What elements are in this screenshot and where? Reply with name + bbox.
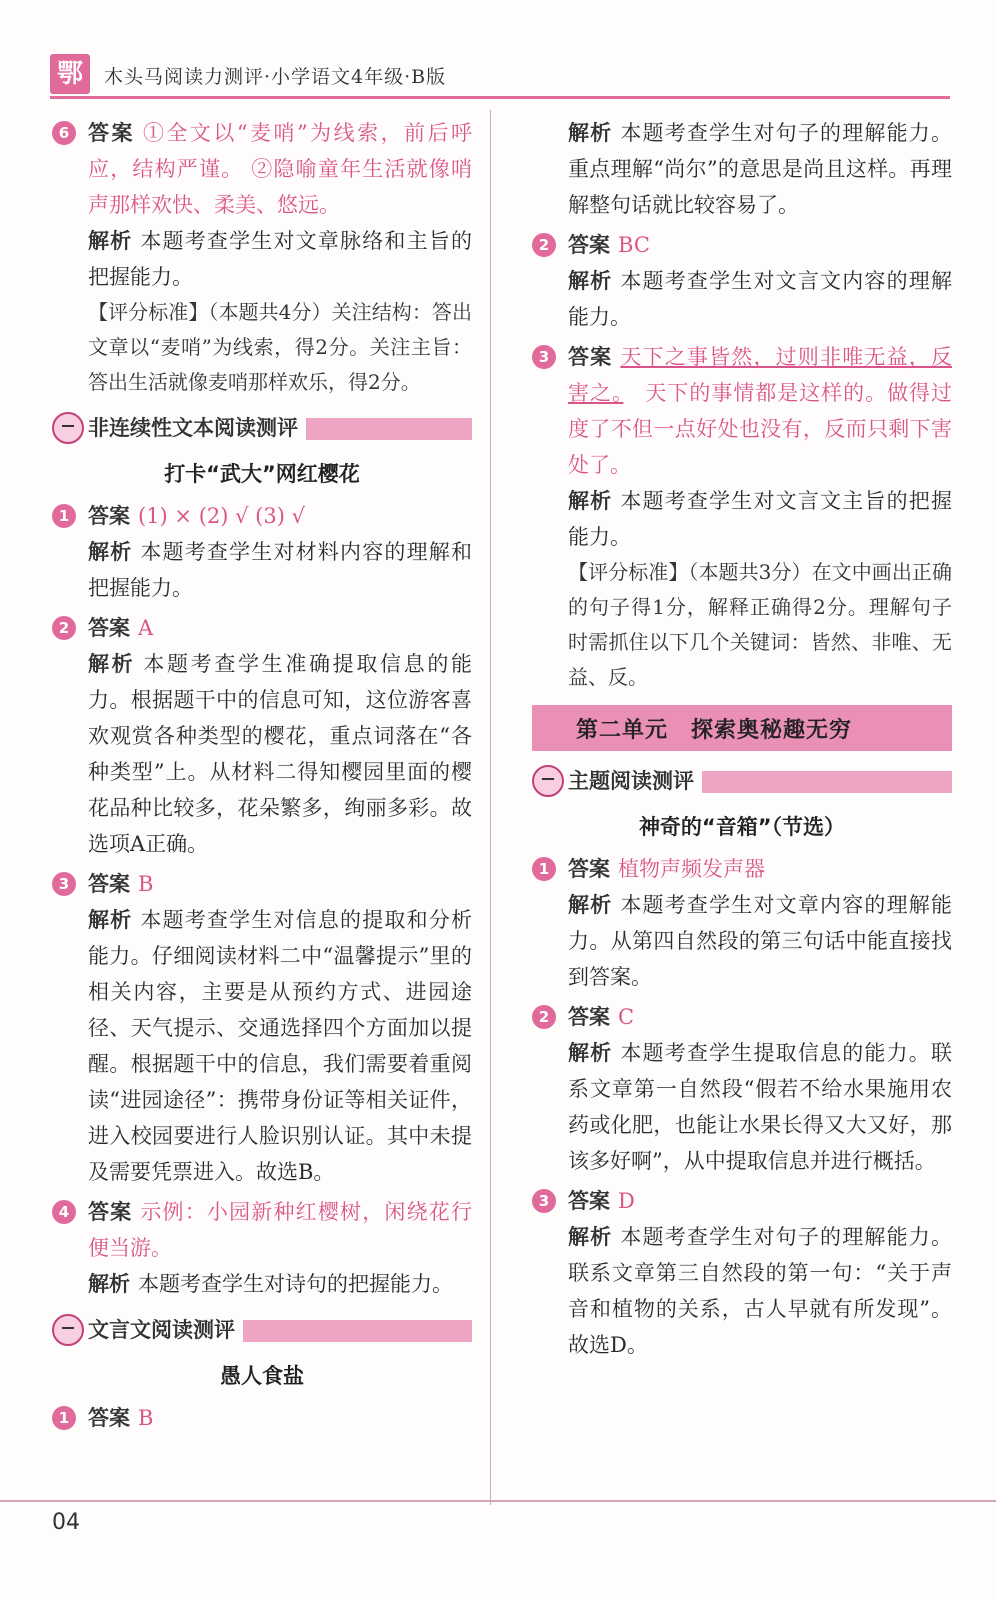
analysis-label: 解析 <box>88 1272 130 1296</box>
question-number: 1 <box>532 857 556 881</box>
question-6 <box>52 115 472 400</box>
analysis-label: 解析 <box>568 269 613 293</box>
question-number: 6 <box>52 121 76 145</box>
answer-text: D <box>618 1189 635 1213</box>
answer-text: BC <box>618 233 650 257</box>
answer-text: (1) × (2) √ (3) √ <box>138 504 305 528</box>
analysis-text: 本题考查学生对文言文主旨的把握能力。 <box>568 489 952 549</box>
analysis-label: 解析 <box>88 540 133 564</box>
question-3 <box>52 866 472 1190</box>
analysis-text: 本题考查学生对诗句的把握能力。 <box>138 1272 453 1296</box>
mascot-icon <box>52 1314 84 1346</box>
question-1 <box>52 498 472 606</box>
question-number: 3 <box>532 1189 556 1213</box>
question-number: 1 <box>52 1406 76 1430</box>
page-number: 04 <box>52 1510 80 1535</box>
question-1-classical-analysis <box>532 115 952 223</box>
analysis-label: 解析 <box>568 1041 613 1065</box>
answer-text: B <box>138 1406 154 1430</box>
question-1-classical <box>52 1400 472 1436</box>
answer-label: 答案 <box>568 233 610 257</box>
answer-text: B <box>138 872 154 896</box>
answer-text: A <box>138 616 154 640</box>
question-number: 2 <box>532 1005 556 1029</box>
question-4 <box>52 1194 472 1302</box>
right-column <box>532 115 952 1367</box>
analysis-text: 本题考查学生对信息的提取和分析能力。仔细阅读材料二中“温馨提示”里的相关内容，主要是从预约方式、进园途径、天气提示、交通选择四个方面加以提醒。根据题干中的信息，我们需要着重阅读“进园途径”：携带身份证等相关证件，进入校园要进行人脸识别认证。其中未提及需要凭票进入。故选B。 <box>88 908 472 1184</box>
answer-label: 答案 <box>88 1200 133 1224</box>
question-number: 3 <box>52 872 76 896</box>
scoring-criteria: 【评分标准】（本题共3分）在文中画出正确的句子得1分，解释正确得2分。理解句子时需抓住以下几个关键词：皆然、非唯、无益、反。 <box>568 560 952 689</box>
answer-text: ①全文以“麦哨”为线索，前后呼应，结构严谨。 ②隐喻童年生活就像哨声那样欢快、柔美、悠远。 <box>88 121 472 217</box>
answer-translation: 天下的事情都是这样的。做得过度了不但一点好处也没有，反而只剩下害处了。 <box>568 381 953 477</box>
analysis-label: 解析 <box>568 1225 613 1249</box>
answer-label: 答案 <box>88 1406 130 1430</box>
answer-label: 答案 <box>568 1189 610 1213</box>
analysis-text: 本题考查学生对句子的理解能力。联系文章第三自然段的第一句：“关于声音和植物的关系，古人早就有所发现”。故选D。 <box>568 1225 952 1357</box>
passage-title: 神奇的“音箱”（节选） <box>638 815 846 839</box>
scoring-criteria: 【评分标准】（本题共4分）关注结构：答出文章以“麦哨”为线索，得2分。关注主旨：答出生活就像麦哨那样欢乐，得2分。 <box>88 300 472 394</box>
question-number: 4 <box>52 1200 76 1224</box>
answer-text: C <box>618 1005 635 1029</box>
answer-text: 植物声频发声器 <box>618 857 765 881</box>
answer-label: 答案 <box>88 504 130 528</box>
mascot-icon <box>52 412 84 444</box>
section-header-nonlinear <box>52 408 472 452</box>
question-number: 2 <box>532 233 556 257</box>
analysis-label: 解析 <box>88 908 133 932</box>
answer-label: 答案 <box>88 616 130 640</box>
question-2 <box>52 610 472 862</box>
left-column <box>52 115 472 1440</box>
unit-banner <box>532 705 952 751</box>
answer-label: 答案 <box>88 121 135 145</box>
analysis-label: 解析 <box>568 893 613 917</box>
header-rule <box>50 96 950 99</box>
question-2-theme <box>532 999 952 1179</box>
book-title: 木头马阅读力测评·小学语文4年级·B版 <box>104 66 447 88</box>
page-header <box>50 50 950 98</box>
answer-label: 答案 <box>88 872 130 896</box>
question-2-classical <box>532 227 952 335</box>
question-1-theme <box>532 851 952 995</box>
answer-text: 示例：小园新种红樱树，闲绕花行便当游。 <box>88 1200 472 1260</box>
book-logo: 鄂 <box>50 54 90 94</box>
analysis-text: 本题考查学生对句子的理解能力。重点理解“尚尔”的意思是尚且这样。再理解整句话就比较容易了。 <box>568 121 952 217</box>
analysis-label: 解析 <box>88 652 136 676</box>
answer-label: 答案 <box>568 1005 610 1029</box>
section-title: 非连续性文本阅读测评 <box>88 412 306 442</box>
mascot-icon <box>532 765 564 797</box>
question-number: 1 <box>52 504 76 528</box>
section-title: 文言文阅读测评 <box>88 1314 243 1344</box>
analysis-text: 本题考查学生对文章内容的理解能力。从第四自然段的第三句话中能直接找到答案。 <box>568 893 952 989</box>
analysis-text: 本题考查学生提取信息的能力。联系文章第一自然段“假若不给水果施用农药或化肥，也能让水果长得又大又好，那该多好啊”，从中提取信息并进行概括。 <box>568 1041 952 1173</box>
section-title: 主题阅读测评 <box>568 765 702 795</box>
unit-title: 第二单元 探索奥秘趣无穷 <box>576 718 853 743</box>
analysis-text: 本题考查学生对材料内容的理解和把握能力。 <box>88 540 472 600</box>
analysis-label: 解析 <box>88 229 133 253</box>
question-number: 3 <box>532 345 556 369</box>
section-header-classical <box>52 1310 472 1354</box>
passage-title: 愚人食盐 <box>220 1364 304 1388</box>
answer-label: 答案 <box>568 345 613 369</box>
analysis-text: 本题考查学生对文章脉络和主旨的把握能力。 <box>88 229 472 289</box>
analysis-text: 本题考查学生准确提取信息的能力。根据题干中的信息可知，这位游客喜欢观赏各种类型的樱花，重点词落在“各种类型”上。从材料二得知樱园里面的樱花品种比较多，花朵繁多，绚丽多彩。故选项A正确。 <box>88 652 473 856</box>
analysis-label: 解析 <box>568 489 613 513</box>
question-3-theme <box>532 1183 952 1363</box>
footer-rule <box>0 1500 996 1502</box>
analysis-text: 本题考查学生对文言文内容的理解能力。 <box>568 269 952 329</box>
column-divider <box>490 110 491 1505</box>
passage-title: 打卡“武大”网红樱花 <box>164 462 360 486</box>
answer-quote: 天下之事皆然，过则非唯无益，反害之。 <box>568 345 952 405</box>
answer-label: 答案 <box>568 857 610 881</box>
question-3-classical <box>532 339 952 695</box>
question-number: 2 <box>52 616 76 640</box>
section-header-theme <box>532 761 952 805</box>
analysis-label: 解析 <box>568 121 613 145</box>
